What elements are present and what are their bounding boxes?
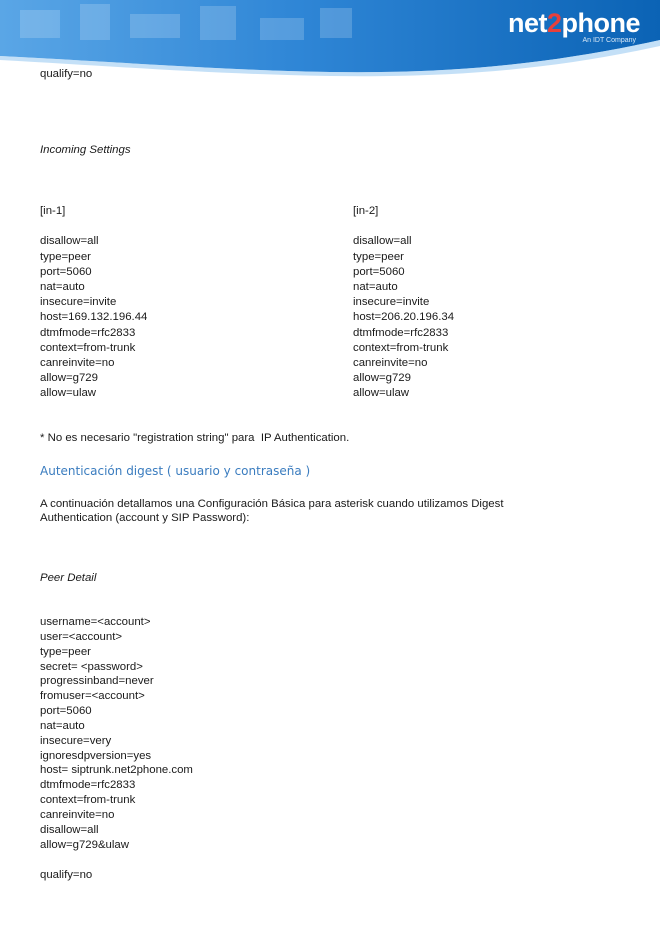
peer-line: secret= <password>: [40, 660, 143, 673]
peer-line: canreinvite=no: [40, 808, 115, 821]
in1-line: allow=ulaw: [40, 387, 97, 400]
qualify-line-top: qualify=no: [40, 68, 93, 80]
section-heading-digest: Autenticación digest ( usuario y contraseña ): [40, 464, 311, 478]
logo-wordmark: net2phone: [507, 8, 640, 38]
peer-line: progressinband=never: [40, 675, 154, 688]
peer-line: type=peer: [40, 645, 91, 658]
in1-line: nat=auto: [40, 281, 85, 293]
in2-line: nat=auto: [353, 281, 398, 293]
peer-line: port=5060: [40, 705, 92, 718]
in2-line: port=5060: [353, 265, 405, 278]
in2-line: dtmfmode=rfc2833: [353, 326, 449, 339]
in1-title: [in-1]: [40, 205, 66, 217]
peer-line: nat=auto: [40, 719, 85, 732]
peer-line: user=<account>: [40, 630, 123, 643]
peer-line: context=from-trunk: [40, 794, 136, 807]
intro-paragraph: A continuación detallamos una Configuración Básica para asterisk cuando utilizamos Digest Authentication (account y SIP Password):: [40, 498, 504, 524]
net2phone-logo: [508, 8, 640, 44]
peer-detail-title: Peer Detail: [40, 572, 97, 584]
peer-line: insecure=very: [40, 734, 112, 747]
in1-line: insecure=invite: [40, 296, 117, 309]
in2-line: allow=ulaw: [353, 387, 410, 400]
in1-line: port=5060: [40, 265, 92, 278]
in2-line: context=from-trunk: [353, 341, 449, 354]
qualify-line-bottom: qualify=no: [40, 869, 93, 881]
in1-line: canreinvite=no: [40, 357, 115, 370]
in1-line: context=from-trunk: [40, 341, 136, 354]
in2-line: insecure=invite: [353, 296, 430, 309]
in1-line: disallow=all: [40, 235, 99, 248]
in2-block: [353, 204, 454, 402]
peer-line: ignoresdpversion=yes: [40, 749, 152, 762]
in2-line: disallow=all: [353, 235, 412, 248]
in2-line: canreinvite=no: [353, 357, 428, 370]
peer-line: host= siptrunk.net2phone.com: [40, 764, 193, 777]
peer-detail-block: [40, 615, 193, 853]
in1-line: allow=g729: [40, 372, 98, 385]
header-banner: [0, 0, 660, 78]
peer-line: allow=g729&ulaw: [40, 838, 129, 851]
in2-line: allow=g729: [353, 372, 411, 385]
in2-title: [in-2]: [353, 205, 379, 217]
in1-block: [40, 204, 147, 402]
in1-line: type=peer: [40, 250, 91, 263]
registration-note: * No es necesario "registration string" para IP Authentication.: [40, 432, 350, 444]
in2-line: type=peer: [353, 250, 404, 263]
peer-line: dtmfmode=rfc2833: [40, 779, 136, 792]
peer-line: fromuser=<account>: [40, 690, 145, 703]
in2-line: host=206.20.196.34: [353, 311, 455, 324]
peer-line: username=<account>: [40, 616, 151, 628]
in1-line: host=169.132.196.44: [40, 311, 148, 324]
logo-tagline: An IDT Company: [582, 37, 636, 44]
incoming-settings-title: Incoming Settings: [40, 144, 131, 156]
in1-line: dtmfmode=rfc2833: [40, 326, 136, 339]
peer-line: disallow=all: [40, 823, 99, 836]
